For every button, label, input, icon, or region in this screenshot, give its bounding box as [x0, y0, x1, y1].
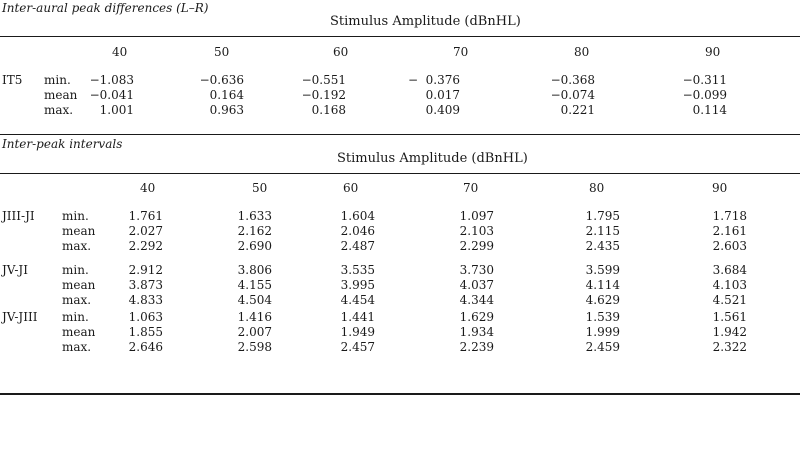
- stat-label: min.: [62, 209, 89, 223]
- table-cell: 0.017: [425, 88, 460, 102]
- stat-label: max.: [62, 293, 92, 307]
- column-header: 80: [574, 45, 590, 59]
- section2-divider-rule: [0, 134, 800, 135]
- table-bottom-rule: [0, 393, 800, 395]
- table-cell: 0.409: [425, 103, 460, 117]
- table-cell: 2.322: [712, 340, 747, 354]
- group-label: JIII-JI: [2, 209, 35, 223]
- table-cell: 3.535: [340, 263, 375, 277]
- table-cell: −0.099: [682, 88, 727, 102]
- stat-label: min.: [62, 310, 89, 324]
- table-cell: 4.521: [712, 293, 747, 307]
- table-cell: 1.539: [585, 310, 620, 324]
- table-cell: 1.934: [459, 325, 494, 339]
- table-cell: 4.103: [712, 278, 747, 292]
- table-cell: 0.168: [311, 103, 346, 117]
- table-cell: 4.037: [459, 278, 494, 292]
- column-header: 40: [140, 181, 156, 195]
- table-cell: 0.963: [209, 103, 244, 117]
- table-cell: 1.561: [712, 310, 747, 324]
- table-cell: 1.949: [340, 325, 375, 339]
- table-cell: 2.239: [459, 340, 494, 354]
- table-cell: 4.833: [128, 293, 163, 307]
- table-cell: 4.155: [237, 278, 272, 292]
- section1-top-rule: [0, 36, 800, 37]
- column-header: 70: [463, 181, 479, 195]
- stat-label: mean: [44, 88, 78, 102]
- section1-title: Inter-aural peak differences (L–R): [2, 1, 209, 15]
- column-header: 90: [712, 181, 728, 195]
- table-cell: 4.344: [459, 293, 494, 307]
- table-cell: 2.299: [459, 239, 494, 253]
- table-cell: 1.999: [585, 325, 620, 339]
- stat-label: max.: [62, 340, 92, 354]
- group-label: JV-JI: [2, 263, 28, 277]
- table-cell: 1.001: [99, 103, 134, 117]
- table-cell: 1.795: [585, 209, 620, 223]
- section2-top-rule: [0, 173, 800, 174]
- table-cell: 2.459: [585, 340, 620, 354]
- table-cell: 2.912: [128, 263, 163, 277]
- table-cell: − 0.376: [407, 73, 460, 87]
- table-cell: −0.551: [301, 73, 346, 87]
- column-header: 80: [589, 181, 605, 195]
- table-cell: 2.598: [237, 340, 272, 354]
- table-cell: 2.027: [128, 224, 163, 238]
- stat-label: min.: [44, 73, 71, 87]
- table-cell: 1.718: [712, 209, 747, 223]
- table-cell: 3.684: [712, 263, 747, 277]
- table-cell: 2.162: [237, 224, 272, 238]
- stat-label: mean: [62, 224, 96, 238]
- table-cell: 1.604: [340, 209, 375, 223]
- column-header: 40: [112, 45, 128, 59]
- column-header: 70: [453, 45, 469, 59]
- table-cell: 1.063: [128, 310, 163, 324]
- table-cell: 1.942: [712, 325, 747, 339]
- table-cell: 3.995: [340, 278, 375, 292]
- column-header: 50: [252, 181, 268, 195]
- table-cell: 4.114: [585, 278, 620, 292]
- table-cell: 4.454: [340, 293, 375, 307]
- table-cell: −0.368: [550, 73, 595, 87]
- table-cell: 3.806: [237, 263, 272, 277]
- table-cell: 2.046: [340, 224, 375, 238]
- table-cell: 1.633: [237, 209, 272, 223]
- table-cell: 2.292: [128, 239, 163, 253]
- table-cell: 4.504: [237, 293, 272, 307]
- table-cell: 1.761: [128, 209, 163, 223]
- table-cell: 0.114: [692, 103, 727, 117]
- stat-label: mean: [62, 325, 96, 339]
- column-header: 90: [705, 45, 721, 59]
- section2-amplitude-title: Stimulus Amplitude (dBnHL): [337, 151, 528, 166]
- table-cell: 0.221: [560, 103, 595, 117]
- table-cell: 1.629: [459, 310, 494, 324]
- table-cell: 1.097: [459, 209, 494, 223]
- group-label: IT5: [2, 73, 23, 87]
- table-cell: 2.487: [340, 239, 375, 253]
- stat-label: max.: [44, 103, 74, 117]
- table-cell: 2.435: [585, 239, 620, 253]
- table-cell: −1.083: [89, 73, 134, 87]
- column-header: 50: [214, 45, 230, 59]
- table-cell: −0.636: [199, 73, 244, 87]
- section2-title: Inter-peak intervals: [2, 137, 123, 151]
- group-label: JV-JIII: [2, 310, 38, 324]
- table-cell: 1.855: [128, 325, 163, 339]
- column-header: 60: [343, 181, 359, 195]
- stat-label: max.: [62, 239, 92, 253]
- table-cell: 1.416: [237, 310, 272, 324]
- table-cell: −0.074: [550, 88, 595, 102]
- table-cell: −0.192: [301, 88, 346, 102]
- table-cell: −0.041: [89, 88, 134, 102]
- table-cell: 2.115: [585, 224, 620, 238]
- table-cell: −0.311: [682, 73, 727, 87]
- table-cell: 3.873: [128, 278, 163, 292]
- section1-amplitude-title: Stimulus Amplitude (dBnHL): [330, 14, 521, 29]
- table-cell: 2.603: [712, 239, 747, 253]
- table-cell: 1.441: [340, 310, 375, 324]
- table-cell: 2.690: [237, 239, 272, 253]
- table-cell: 2.457: [340, 340, 375, 354]
- table-cell: 0.164: [209, 88, 244, 102]
- table-cell: 4.629: [585, 293, 620, 307]
- column-header: 60: [333, 45, 349, 59]
- table-cell: 2.161: [712, 224, 747, 238]
- stat-label: min.: [62, 263, 89, 277]
- table-cell: 3.599: [585, 263, 620, 277]
- table-cell: 2.103: [459, 224, 494, 238]
- table-cell: 2.007: [237, 325, 272, 339]
- table-cell: 3.730: [459, 263, 494, 277]
- stat-label: mean: [62, 278, 96, 292]
- table-cell: 2.646: [128, 340, 163, 354]
